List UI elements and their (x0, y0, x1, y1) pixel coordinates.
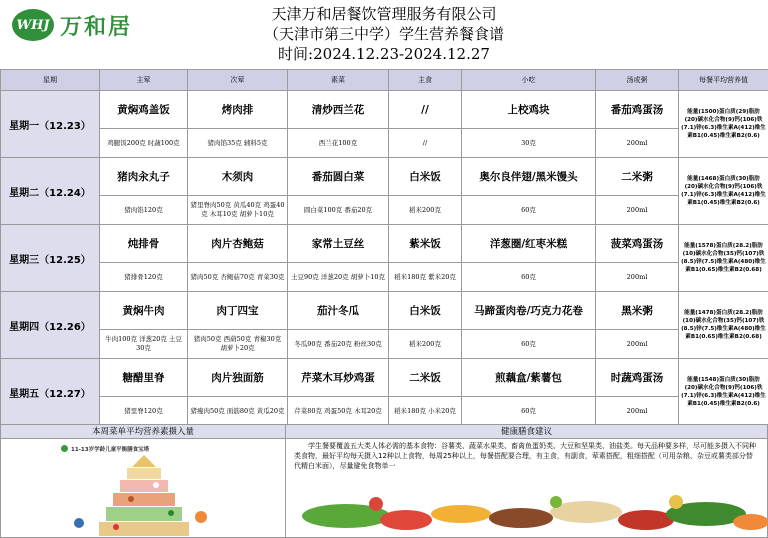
qty-second-meat: 猪肉馅35克 辅料5克 (188, 129, 288, 158)
health-advice-text: 学生餐要覆盖五大类人体必需的基本食物：谷薯类、蔬菜水果类、畜禽鱼蛋奶类、大豆和坚果类、油盐类。每天品种要多样，尽可能多摄入不同种类食物，最好平均每天摄入12种以上食物，每周25种以上，每餐搭配要合理，有主食，有副食，荤素搭配，粗细搭配（可用杂粮、杂豆或薯类部分替代精白米面），尽量避免食物单一 (294, 442, 756, 470)
dish-soup: 二米粥 (596, 158, 679, 196)
dish-main-meat: 黄焖牛肉 (100, 292, 188, 330)
nutrition-cell: 能量(1500)蛋白质(29)脂肪(20)碳水化合物(9)钙(106)铁(7.1)锌(6.3)维生素A(412)维生素B1(0.45)维生素B2(0.6) (679, 91, 768, 158)
table-row (1, 397, 768, 426)
dish-staple: 白米饭 (389, 158, 462, 196)
dish-snack: 奥尔良伴翅/黑米馒头 (462, 158, 596, 196)
qty-vegetable: 土豆90克 洋葱20克 胡萝卜10克 (288, 263, 389, 292)
dish-main-meat: 猪肉汆丸子 (100, 158, 188, 196)
dish-snack: 洋葱圈/红枣米糕 (462, 225, 596, 263)
dish-main-meat: 糖醋里脊 (100, 359, 188, 397)
dish-second-meat: 肉片杏鲍菇 (188, 225, 288, 263)
dish-staple: 紫米饭 (389, 225, 462, 263)
health-advice-title: 健康膳食建议 (286, 425, 767, 439)
dish-vegetable: 番茄圆白菜 (288, 158, 389, 196)
table-row (1, 91, 768, 129)
qty-vegetable: 圆白菜100克 番茄20克 (288, 196, 389, 225)
menu-table (0, 69, 768, 426)
col-header-soup: 汤或粥 (596, 70, 679, 91)
dish-soup: 番茄鸡蛋汤 (596, 91, 679, 129)
menu-period: 时间:2024.12.23-2024.12.27 (278, 45, 490, 63)
qty-snack: 60克 (462, 263, 596, 292)
qty-vegetable: 冬瓜90克 番茄20克 粉丝30克 (288, 330, 389, 359)
healthy-food-illustration (286, 476, 768, 538)
day-cell: 星期四（12.26） (1, 292, 100, 359)
day-cell: 星期五（12.27） (1, 359, 100, 426)
qty-staple: 稻米180克 小米20克 (389, 397, 462, 426)
table-row (1, 292, 768, 330)
qty-staple: 稻米200克 (389, 330, 462, 359)
table-row (1, 263, 768, 292)
col-header-staple: 主食 (389, 70, 462, 91)
qty-staple: 稻米180克 紫米20克 (389, 263, 462, 292)
qty-main-meat: 猪排骨120克 (100, 263, 188, 292)
qty-main-meat: 鸡腿饭200克 时蔬100克 (100, 129, 188, 158)
qty-soup: 200ml (596, 196, 679, 225)
qty-second-meat: 猪肉50克 杏鲍菇70克 青菜30克 (188, 263, 288, 292)
dish-soup: 菠菜鸡蛋汤 (596, 225, 679, 263)
food-pyramid-icon (74, 455, 207, 536)
qty-staple: // (389, 129, 462, 158)
qty-snack: 60克 (462, 196, 596, 225)
qty-soup: 200ml (596, 397, 679, 426)
col-header-main-meat: 主荤 (100, 70, 188, 91)
dish-staple: 二米饭 (389, 359, 462, 397)
qty-snack: 60克 (462, 397, 596, 426)
dish-staple: 白米饭 (389, 292, 462, 330)
header (0, 0, 768, 68)
dish-staple: // (389, 91, 462, 129)
qty-main-meat: 猪里脊120克 (100, 397, 188, 426)
food-pyramid-illustration (1, 439, 285, 537)
logo-text: 万和居 (60, 13, 133, 40)
logo-badge: WHJ (12, 9, 54, 41)
dish-vegetable: 清炒西兰花 (288, 91, 389, 129)
day-cell: 星期三（12.25） (1, 225, 100, 292)
dish-soup: 黑米粥 (596, 292, 679, 330)
vegetables-icon (302, 495, 768, 530)
nutrition-cell: 能量(1478)蛋白质(28.2)脂肪(10)碳水化合物(35)钙(107)铁(8.5)锌(7.5)维生素A(480)维生素B1(0.65)维生素B2(0.68) (679, 292, 768, 359)
nutrition-cell: 能量(1468)蛋白质(30)脂肪(20)碳水化合物(9)钙(106)铁(7.1)锌(6.3)维生素A(412)维生素B1(0.45)维生素B2(0.6) (679, 158, 768, 225)
dish-second-meat: 肉片独面筋 (188, 359, 288, 397)
table-header-row (1, 70, 768, 91)
qty-second-meat: 猪肉50克 西葫50克 青椒30克 胡萝卜20克 (188, 330, 288, 359)
dish-vegetable: 茄汁冬瓜 (288, 292, 389, 330)
col-header-weekday: 星期 (1, 70, 100, 91)
nutrition-intake-panel (0, 424, 286, 538)
day-cell: 星期一（12.23） (1, 91, 100, 158)
qty-main-meat: 牛肉100克 洋葱20克 土豆30克 (100, 330, 188, 359)
col-header-vegetable: 素菜 (288, 70, 389, 91)
qty-soup: 200ml (596, 129, 679, 158)
dish-vegetable: 家常土豆丝 (288, 225, 389, 263)
pyramid-caption: 11-13岁学龄儿童平衡膳食宝塔 (71, 447, 150, 453)
dish-snack: 煎藕盒/紫薯包 (462, 359, 596, 397)
qty-main-meat: 猪肉馅120克 (100, 196, 188, 225)
dish-soup: 时蔬鸡蛋汤 (596, 359, 679, 397)
menu-title: （天津市第三中学）学生营养餐食谱 (263, 25, 504, 43)
qty-soup: 200ml (596, 263, 679, 292)
health-advice-panel (286, 424, 768, 538)
bottom-section (0, 424, 768, 538)
qty-vegetable: 西兰花100克 (288, 129, 389, 158)
qty-vegetable: 芹菜80克 鸡蛋50克 木耳20克 (288, 397, 389, 426)
qty-second-meat: 猪里脊肉50克 黄瓜40克 鸡蛋40克 木耳10克 胡萝卜10克 (188, 196, 288, 225)
table-row (1, 359, 768, 397)
qty-snack: 60克 (462, 330, 596, 359)
day-cell: 星期二（12.24） (1, 158, 100, 225)
dish-second-meat: 烤肉排 (188, 91, 288, 129)
table-row (1, 158, 768, 196)
table-row (1, 196, 768, 225)
dish-vegetable: 芹菜木耳炒鸡蛋 (288, 359, 389, 397)
col-header-snack: 小吃 (462, 70, 596, 91)
dish-main-meat: 炖排骨 (100, 225, 188, 263)
table-row (1, 129, 768, 158)
dish-second-meat: 木须肉 (188, 158, 288, 196)
dish-second-meat: 肉丁四宝 (188, 292, 288, 330)
dish-snack: 马蹄蛋肉卷/巧克力花卷 (462, 292, 596, 330)
nutrition-cell: 能量(1578)蛋白质(28.2)脂肪(10)碳水化合物(35)钙(107)铁(8.5)锌(7.5)维生素A(480)维生素B1(0.65)维生素B2(0.68) (679, 225, 768, 292)
nutrition-intake-title: 本周菜单平均营养素摄入量 (1, 425, 285, 439)
qty-staple: 稻米200克 (389, 196, 462, 225)
qty-second-meat: 猪瘦肉50克 面筋80克 黄瓜20克 (188, 397, 288, 426)
nutrition-cell: 能量(1548)蛋白质(30)脂肪(20)碳水化合物(9)钙(106)铁(7.1)锌(6.3)维生素A(412)维生素B1(0.45)维生素B2(0.6) (679, 359, 768, 426)
col-header-second-meat: 次荤 (188, 70, 288, 91)
table-row (1, 225, 768, 263)
company-name: 天津万和居餐饮管理服务有限公司 (271, 5, 497, 23)
qty-soup: 200ml (596, 330, 679, 359)
table-row (1, 330, 768, 359)
qty-snack: 30克 (462, 129, 596, 158)
col-header-nutrition: 每餐平均营养值 (679, 70, 768, 91)
dish-main-meat: 黄焖鸡盖饭 (100, 91, 188, 129)
dish-snack: 上校鸡块 (462, 91, 596, 129)
